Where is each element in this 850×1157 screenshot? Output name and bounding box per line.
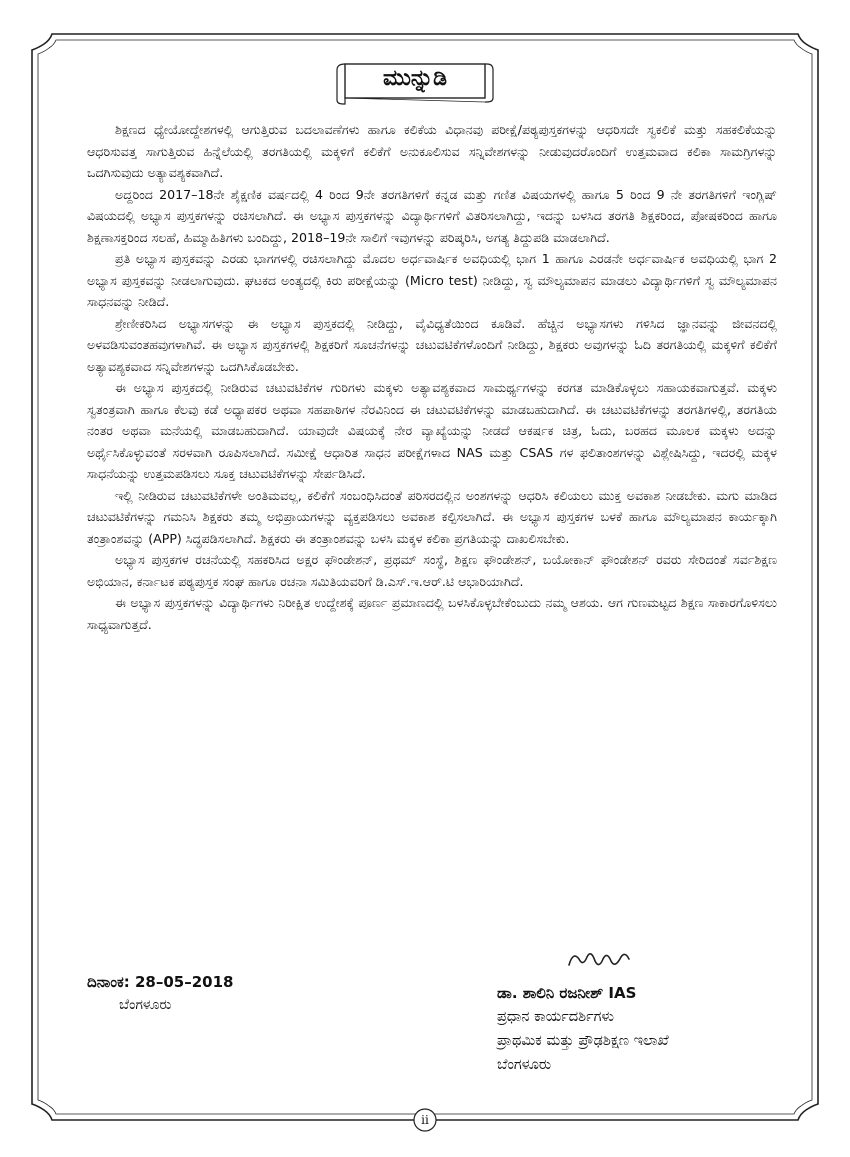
- paragraph: ಇಲ್ಲಿ ನೀಡಿರುವ ಚಟುವಟಿಕೆಗಳೇ ಅಂತಿಮವಲ್ಲ, ಕಲಿಕೆಗೆ ಸಂಬಂಧಿಸಿದಂತೆ ಪರಿಸರದಲ್ಲಿನ ಅಂಶಗಳನ್ನು ಆಧರಿಸಿ ಕಲಿಯಲು ಮುಕ್ತ ಅವಕಾಶ ನೀಡಬೇಕು. ಮಗು ಮಾಡಿದ ಚಟುವಟಿಕೆಗಳನ್ನು ಗಮನಿಸಿ ಶಿಕ್ಷಕರು ತಮ್ಮ ಅಭಿಪ್ರಾಯಗಳನ್ನು ವ್ಯಕ್ತಪಡಿಸಲು ಅವಕಾಶ ಕಲ್ಪಿಸಲಾಗಿದೆ. ಈ ಅಭ್ಯಾಸ ಪುಸ್ತಕಗಳ ಬಳಕೆ ಹಾಗೂ ಮೌಲ್ಯಮಾಪನ ಕಾರ್ಯಕ್ಕಾಗಿ ತಂತ್ರಾಂಶವನ್ನು (APP) ಸಿದ್ಧಪಡಿಸಲಾಗಿದೆ. ಶಿಕ್ಷಕರು ಈ ತಂತ್ರಾಂಶವನ್ನು ಬಳಸಿ ಮಕ್ಕಳ ಕಲಿಕಾ ಪ್ರಗತಿಯನ್ನು ದಾಖಲಿಸಬೇಕು.: [87, 487, 777, 546]
- signatory-department: ಪ್ರಾಥಮಿಕ ಮತ್ತು ಪ್ರೌಢಶಿಕ್ಷಣ ಇಲಾಖೆ: [497, 1033, 669, 1049]
- page-number: ii: [421, 1113, 429, 1127]
- date-line: ದಿನಾಂಕ: 28–05–2018: [87, 973, 234, 991]
- paragraph: ಈ ಅಭ್ಯಾಸ ಪುಸ್ತಕದಲ್ಲಿ ನೀಡಿರುವ ಚಟುವಟಿಕೆಗಳ ಗುರಿಗಳು ಮಕ್ಕಳು ಅತ್ಯಾವಶ್ಯಕವಾದ ಸಾಮರ್ಥ್ಯಗಳನ್ನು ಕರಗತ ಮಾಡಿಕೊಳ್ಳಲು ಸಹಾಯಕವಾಗುತ್ತವೆ. ಮಕ್ಕಳು ಸ್ವತಂತ್ರವಾಗಿ ಹಾಗೂ ಕೆಲವು ಕಡೆ ಅಧ್ಯಾಪಕರ ಅಥವಾ ಸಹಪಾಠಿಗಳ ನೆರವಿನಿಂದ ಈ ಚಟುವಟಿಕೆಗಳನ್ನು ಮಾಡಬಹುದಾಗಿದೆ. ಈ ಚಟುವಟಿಕೆಗಳನ್ನು ತರಗತಿಗಳಲ್ಲಿ, ತರಗತಿಯ ನಂತರ ಅಥವಾ ಮನೆಯಲ್ಲಿ ಮಾಡಬಹುದಾಗಿದೆ. ಯಾವುದೇ ವಿಷಯಕ್ಕೆ ನೇರ ವ್ಯಾಖ್ಯೆಯನ್ನು ನೀಡದೆ ಆಕರ್ಷಕ ಚಿತ್ರ, ಓದು, ಬರಹದ ಮೂಲಕ ಮಕ್ಕಳು ಅದನ್ನು ಅರ್ಥೈಸಿಕೊಳ್ಳುವಂತೆ ಸರಳವಾಗಿ ರೂಪಿಸಲಾಗಿದೆ. ಸಮೀಕ್ಷೆ ಆಧಾರಿತ ಸಾಧನ ಪರೀಕ್ಷೆಗಳಾದ NAS ಮತ್ತು CSAS ಗಳ ಫಲಿತಾಂಶಗಳನ್ನು ವಿಶ್ಲೇಷಿಸಿದ್ದು, ಇದರಲ್ಲಿ ಮಕ್ಕಳ ಸಾಧನೆಯನ್ನು ಉತ್ತಮಪಡಿಸಲು ಸೂಕ್ತ ಚಟುವಟಿಕೆಗಳನ್ನು ಸೇರ್ಪಡಿಸಿದೆ.: [87, 380, 777, 481]
- paragraph: ಅಭ್ಯಾಸ ಪುಸ್ತಕಗಳ ರಚನೆಯಲ್ಲಿ ಸಹಕರಿಸಿದ ಅಕ್ಷರ ಫೌಂಡೇಶನ್, ಪ್ರಥಮ್ ಸಂಸ್ಥೆ, ಶಿಕ್ಷಣ ಫೌಂಡೇಶನ್, ಬಯೋಕಾನ್ ಫೌಂಡೇಶನ್ ರವರು ಸೇರಿದಂತೆ ಸರ್ವಶಿಕ್ಷಣ ಅಭಿಯಾನ, ಕರ್ನಾಟಕ ಪಠ್ಯಪುಸ್ತಕ ಸಂಘ ಹಾಗೂ ರಚನಾ ಸಮಿತಿಯವರಿಗೆ ಡಿ.ಎಸ್.ಇ.ಆರ್.ಟಿ ಆಭಾರಿಯಾಗಿದೆ.: [87, 552, 777, 589]
- title-scroll-banner: [335, 60, 495, 106]
- signature-block: [497, 945, 669, 1077]
- paragraph: ಪ್ರತಿ ಅಭ್ಯಾಸ ಪುಸ್ತಕವನ್ನು ಎರಡು ಭಾಗಗಳಲ್ಲಿ ರಚಿಸಲಾಗಿದ್ದು ಮೊದಲ ಅರ್ಧವಾರ್ಷಿಕ ಅವಧಿಯಲ್ಲಿ ಭಾಗ 1 ಹಾಗೂ ಎರಡನೇ ಅರ್ಧವಾರ್ಷಿಕ ಅವಧಿಯಲ್ಲಿ ಭಾಗ 2 ಅಭ್ಯಾಸ ಪುಸ್ತಕವನ್ನು ನೀಡಲಾಗುವುದು. ಘಟಕದ ಅಂತ್ಯದಲ್ಲಿ ಕಿರು ಪರೀಕ್ಷೆಯನ್ನು (Micro test) ನೀಡಿದ್ದು, ಸ್ವ ಮೌಲ್ಯಮಾಪನ ಮಾಡಲು ವಿದ್ಯಾರ್ಥಿಗಳಿಗೆ ಸ್ವ ಮೌಲ್ಯಮಾಪನ ಸಾಧನವನ್ನು ನೀಡಿದೆ.: [87, 251, 777, 309]
- signatory-designation: ಪ್ರಧಾನ ಕಾರ್ಯದರ್ಶಿಗಳು: [497, 1009, 614, 1025]
- page-title: ಮುನ್ನುಡಿ: [383, 66, 447, 91]
- paragraph: ಈ ಅಭ್ಯಾಸ ಪುಸ್ತಕಗಳನ್ನು ವಿದ್ಯಾರ್ಥಿಗಳು ನಿರೀಕ್ಷಿತ ಉದ್ದೇಶಕ್ಕೆ ಪೂರ್ಣ ಪ್ರಮಾಣದಲ್ಲಿ ಬಳಸಿಕೊಳ್ಳಬೇಕೆಂಬುದು ನಮ್ಮ ಆಶಯ. ಆಗ ಗುಣಮಟ್ಟದ ಶಿಕ್ಷಣ ಸಾಕಾರಗೊಳಿಸಲು ಸಾಧ್ಯವಾಗುತ್ತದೆ.: [87, 595, 777, 632]
- signatory-name: ಡಾ. ಶಾಲಿನಿ ರಜನೀಶ್ IAS: [497, 984, 637, 1002]
- handwritten-signature: [565, 945, 635, 973]
- date-block: [87, 973, 233, 1013]
- signatory-place: ಬೆಂಗಳೂರು: [497, 1057, 552, 1073]
- date-place: ಬೆಂಗಳೂರು: [119, 997, 172, 1013]
- paragraph: ಶ್ರೇಣೀಕರಿಸಿದ ಅಭ್ಯಾಸಗಳನ್ನು ಈ ಅಭ್ಯಾಸ ಪುಸ್ತಕದಲ್ಲಿ ನೀಡಿದ್ದು, ವೈವಿಧ್ಯತೆಯಿಂದ ಕೂಡಿವೆ. ಹೆಚ್ಚಿನ ಅಭ್ಯಾಸಗಳು ಗಳಿಸಿದ ಜ್ಞಾನವನ್ನು ಜೀವನದಲ್ಲಿ ಅಳವಡಿಸುವಂತಹವುಗಳಾಗಿವೆ. ಈ ಅಭ್ಯಾಸ ಪುಸ್ತಕಗಳಲ್ಲಿ ಶಿಕ್ಷಕರಿಗೆ ಸೂಚನೆಗಳನ್ನು ಚಟುವಟಿಕೆಗಳೊಂದಿಗೆ ನೀಡಿದ್ದು, ಶಿಕ್ಷಕರು ಅವುಗಳನ್ನು ಓದಿ ತರಗತಿಯಲ್ಲಿ ಮಕ್ಕಳಿಗೆ ಕಲಿಕೆಗೆ ಅತ್ಯಾವಶ್ಯಕವಾದ ಸನ್ನಿವೇಶಗಳನ್ನು ಒದಗಿಸಿಕೊಡಬೇಕು.: [87, 315, 777, 374]
- paragraph: ಶಿಕ್ಷಣದ ಧ್ಯೇಯೋದ್ದೇಶಗಳಲ್ಲಿ ಆಗುತ್ತಿರುವ ಬದಲಾವಣೆಗಳು ಹಾಗೂ ಕಲಿಕೆಯ ವಿಧಾನವು ಪರೀಕ್ಷೆ/ಪಠ್ಯಪುಸ್ತಕಗಳನ್ನು ಆಧರಿಸದೇ ಸ್ವಕಲಿಕೆ ಮತ್ತು ಸಹಕಲಿಕೆಯನ್ನು ಆಧರಿಸುವತ್ತ ಸಾಗುತ್ತಿರುವ ಹಿನ್ನೆಲೆಯಲ್ಲಿ ತರಗತಿಯಲ್ಲಿ ಮಕ್ಕಳಿಗೆ ಕಲಿಕೆಗೆ ಅನುಕೂಲಿಸುವ ಸನ್ನಿವೇಶಗಳನ್ನು ನೀಡುವುದರೊಂದಿಗೆ ಉತ್ತಮವಾದ ಕಲಿಕಾ ಸಾಮಗ್ರಿಗಳನ್ನು ಒದಗಿಸುವುದು ಅತ್ಯಾವಶ್ಯಕವಾಗಿದೆ.: [87, 122, 777, 180]
- paragraph: ಅದ್ದರಿಂದ 2017–18ನೇ ಶೈಕ್ಷಣಿಕ ವರ್ಷದಲ್ಲಿ 4 ರಿಂದ 9ನೇ ತರಗತಿಗಳಿಗೆ ಕನ್ನಡ ಮತ್ತು ಗಣಿತ ವಿಷಯಗಳಲ್ಲಿ ಹಾಗೂ 5 ರಿಂದ 9 ನೇ ತರಗತಿಗಳಿಗೆ ಇಂಗ್ಲಿಷ್ ವಿಷಯದಲ್ಲಿ ಅಭ್ಯಾಸ ಪುಸ್ತಕಗಳನ್ನು ರಚಿಸಲಾಗಿದೆ. ಈ ಅಭ್ಯಾಸ ಪುಸ್ತಕಗಳನ್ನು ವಿದ್ಯಾರ್ಥಿಗಳಿಗೆ ವಿತರಿಸಲಾಗಿದ್ದು, ಇದನ್ನು ಬಳಸಿದ ತರಗತಿ ಶಿಕ್ಷಕರಿಂದ, ಪೋಷಕರಿಂದ ಹಾಗೂ ಶಿಕ್ಷಣಾಸಕ್ತರಿಂದ ಸಲಹೆ, ಹಿಮ್ಮಾಹಿತಿಗಳು ಬಂದಿದ್ದು, 2018–19ನೇ ಸಾಲಿಗೆ ಇವುಗಳನ್ನು ಪರಿಷ್ಕರಿಸಿ, ಅಗತ್ಯ ತಿದ್ದುಪಡಿ ಮಾಡಲಾಗಿದೆ.: [87, 186, 777, 245]
- foreword-body: [87, 119, 777, 635]
